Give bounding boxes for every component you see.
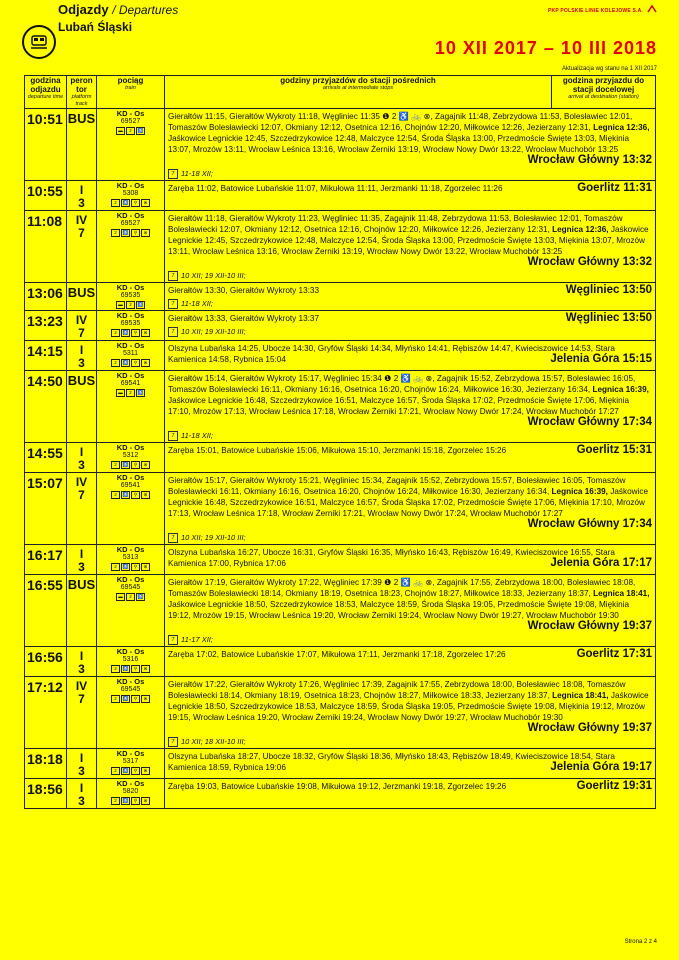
train-operator: KD - Os (116, 779, 145, 788)
stops-cell (165, 575, 656, 647)
calendar-icon: 7 (168, 737, 178, 747)
calendar-icon: 7 (168, 431, 178, 441)
bicycle-icon: ⚲ (131, 461, 140, 469)
no-icon: ⊗ (141, 199, 150, 207)
departure-time: 17:12 (25, 677, 67, 749)
platform-cell (67, 473, 97, 545)
train-number: 5308 (122, 190, 139, 197)
train-operator: KD - Os (116, 749, 145, 758)
departure-time: 16:55 (25, 575, 67, 647)
intermediate-stops: Olszyna Lubańska 14:25, Ubocze 14:30, Gryfów Śląski 14:34, Młyńsko 14:41, Rębiszów 14:47, Kwieciszowice 14:53, Stara Kamienica 14:58, Rybnica 15:04 (168, 344, 615, 364)
platform-cell (67, 211, 97, 283)
second-class-icon: 2 (111, 767, 120, 775)
bicycle-icon: ⚲ (131, 491, 140, 499)
platform: BUS (67, 111, 96, 126)
wheelchair-icon: ♿ (122, 798, 129, 803)
train-operator: KD - Os (116, 473, 145, 482)
platform: I (79, 547, 84, 561)
intermediate-stops: Gierałtów 13:33, Gierałtów Wykroty 13:37 (168, 314, 320, 323)
train-number: 69535 (120, 320, 141, 327)
destination: Jelenia Góra 19:17 (550, 761, 652, 773)
train-logo-icon (22, 25, 56, 59)
wheelchair-icon: ♿ (122, 492, 129, 497)
hub-stop: Legnica 12:36, (552, 225, 609, 234)
train-number: 5311 (122, 350, 139, 357)
platform: IV (75, 213, 88, 227)
bicycle-icon: ⚲ (131, 695, 140, 703)
no-icon: ⊗ (141, 461, 150, 469)
table-row (25, 677, 656, 749)
platform: IV (75, 475, 88, 489)
stops-cell (165, 473, 656, 545)
table-row (25, 311, 656, 341)
destination: Wrocław Główny 17:34 (527, 518, 652, 530)
train-cell (97, 371, 165, 443)
service-icons (97, 229, 164, 237)
departure-time: 14:15 (25, 341, 67, 371)
service-icons (97, 301, 164, 309)
stops-cell (165, 371, 656, 443)
train-operator: KD - Os (116, 371, 145, 380)
train-cell (97, 575, 165, 647)
bus-icon: ▬ (116, 127, 125, 135)
train-number: 5317 (122, 758, 139, 765)
no-icon: ⊗ (141, 665, 150, 673)
service-icons (97, 127, 164, 135)
train-cell (97, 647, 165, 677)
destination: Węgliniec 13:50 (565, 284, 652, 296)
table-row (25, 443, 656, 473)
brand-label: PKP POLSKIE LINIE KOLEJOWE S.A. (547, 8, 643, 14)
no-icon: ⊗ (141, 797, 150, 805)
table-row (25, 181, 656, 211)
note-text: 11-17 XII; (181, 635, 213, 644)
platform-cell (67, 749, 97, 779)
train-number: 5316 (122, 656, 139, 663)
platform-cell (67, 109, 97, 181)
second-class-icon: 2 (111, 797, 120, 805)
track: 7 (78, 692, 85, 706)
train-number: 69545 (120, 584, 141, 591)
intermediate-stops: Zaręba 11:02, Batowice Lubańskie 11:07, Mikułowa 11:11, Jerzmanki 11:18, Zgorzelec 11:26 (168, 184, 503, 193)
departure-time: 15:07 (25, 473, 67, 545)
second-class-icon: 2 (126, 301, 135, 309)
table-header-row (25, 76, 656, 109)
stops-cell (165, 283, 656, 311)
stops-cell (165, 341, 656, 371)
train-operator: KD - Os (116, 545, 145, 554)
page-header (0, 0, 679, 72)
wheelchair-icon: ♿ (122, 200, 129, 205)
second-class-icon: 2 (111, 665, 120, 673)
wheelchair-icon: ♿ (137, 128, 144, 133)
table-row (25, 371, 656, 443)
note-text: 10 XII; 19 XII-10 III; (181, 327, 246, 336)
wheelchair-icon: ♿ (137, 594, 144, 599)
train-operator: KD - Os (116, 181, 145, 190)
hub-stop: Legnica 16:39, (551, 487, 608, 496)
pkp-logo-icon (647, 4, 657, 14)
calendar-note (168, 532, 652, 543)
track: 3 (78, 764, 85, 778)
bus-icon: ▬ (116, 593, 125, 601)
platform-cell (67, 545, 97, 575)
train-cell (97, 473, 165, 545)
bus-icon: ▬ (116, 301, 125, 309)
wheelchair-icon: ♿ (137, 390, 144, 395)
departure-time: 10:51 (25, 109, 67, 181)
train-cell (97, 779, 165, 809)
service-icons (97, 767, 164, 775)
page-title (58, 2, 178, 17)
stops-cell (165, 779, 656, 809)
train-cell (97, 211, 165, 283)
train-operator: KD - Os (116, 311, 145, 320)
train-cell (97, 443, 165, 473)
table-row (25, 211, 656, 283)
train-number: 69541 (120, 380, 141, 387)
update-note: Aktualizacja wg stanu na 1 XII 2017 (561, 66, 657, 72)
stops-cell (165, 443, 656, 473)
second-class-icon: 2 (126, 389, 135, 397)
intermediate-stops: Olszyna Lubańska 18:27, Ubocze 18:32, Gryfów Śląski 18:36, Młyńsko 18:43, Rębiszów 18:49, Kwieciszowice 18:54, Stara Kamienica 18:59, Rybnica 19:06 (168, 752, 615, 772)
intermediate-stops-cont: Jaśkowice Legnickie 16:48, Szczedrzykowice 16:51, Malczyce 16:57, Środa Śląska 17:02, Przedmoście Święte 17:06, Miękinia 17:10, Mrozów 17:13, Wrocław Leśnica 17:18, Wrocław Żerniki 17:21, Wrocław Nowy Dwór 17:24, Wrocław Muchobór 17:27 (168, 396, 630, 416)
bicycle-icon: ⚲ (131, 767, 140, 775)
wheelchair-icon: ♿ (122, 462, 129, 467)
col-train-header: pociąg train (97, 76, 165, 109)
bicycle-icon: ⚲ (131, 199, 140, 207)
intermediate-stops-cont: Jaśkowice Legnickie 18:50, Szczedrzykowice 18:53, Malczyce 18:59, Środa Śląska 19:05, Przedmoście Święte 19:08, Miękinia 19:12, Mrozów 19:15, Wrocław Leśnica 19:20, Wrocław Żerniki 19:24, Wrocław Nowy Dwór 19:27, Wrocław Muchobór 19:30 (168, 600, 630, 620)
destination: Węgliniec 13:50 (565, 312, 652, 324)
platform: BUS (67, 373, 96, 388)
intermediate-stops: Gierałtów 11:15, Gierałtów Wykroty 11:18, Węgliniec 11:35 ❶ 2 ♿ 🚲 ⊗, Zagajnik 11:48, Zebrzydowa 11:53, Bolesławiec 12:01, Tomaszów Bolesławiecki 12:07, Okmiany 12:12, Osetnica 12:16, Chojnów 12:20, Miłkowice 12:26, Jezierzany 12:31, (168, 112, 633, 132)
destination: Goerlitz 15:31 (576, 444, 652, 456)
wheelchair-icon: ♿ (122, 666, 129, 671)
train-cell (97, 181, 165, 211)
departure-time: 14:55 (25, 443, 67, 473)
track: 3 (78, 560, 85, 574)
train-cell (97, 283, 165, 311)
no-icon: ⊗ (141, 229, 150, 237)
train-operator: KD - Os (116, 341, 145, 350)
calendar-icon: 7 (168, 169, 178, 179)
intermediate-stops-cont: Jaśkowice Legnickie 12:45, Szczedrzykowice 12:48, Malczyce 12:54, Środa Śląska 13:00, Przedmoście Święte 13:03, Miękinia 13:07, Mrozów 13:11, Wrocław Leśnica 13:16, Wrocław Żerniki 13:19, Wrocław Nowy Dwór 13:22, Wrocław Muchobór 13:25 (168, 134, 630, 154)
stops-cell (165, 311, 656, 341)
train-number: 69541 (120, 482, 141, 489)
station-name: Lubań Śląski (58, 20, 133, 34)
col-destination-header: godzina przyjazdu do stacji docelowej arrival at destination (station) (552, 76, 656, 109)
platform-cell (67, 647, 97, 677)
second-class-icon: 2 (111, 491, 120, 499)
table-row (25, 473, 656, 545)
destination: Wrocław Główny 13:32 (527, 256, 652, 268)
second-class-icon: 2 (111, 563, 120, 571)
table-row (25, 545, 656, 575)
bicycle-icon: ⚲ (131, 329, 140, 337)
stops-cell (165, 677, 656, 749)
platform-cell (67, 311, 97, 341)
platform: I (79, 781, 84, 795)
train-operator: KD - Os (116, 443, 145, 452)
second-class-icon: 2 (111, 199, 120, 207)
col-stops-header: godziny przyjazdów do stacji pośrednich arrivals at intermediate stops (165, 76, 552, 109)
title-polish: Odjazdy (58, 2, 109, 17)
bicycle-icon: ⚲ (131, 359, 140, 367)
wheelchair-icon: ♿ (122, 360, 129, 365)
intermediate-stops: Gierałtów 13:30, Gierałtów Wykroty 13:33 (168, 286, 320, 295)
departure-time: 18:18 (25, 749, 67, 779)
destination: Goerlitz 11:31 (577, 182, 652, 194)
platform-cell (67, 575, 97, 647)
second-class-icon: 2 (126, 593, 135, 601)
service-icons (97, 359, 164, 367)
title-english: / Departures (112, 3, 179, 17)
no-icon: ⊗ (141, 491, 150, 499)
second-class-icon: 2 (111, 461, 120, 469)
platform: BUS (67, 285, 96, 300)
platform-cell (67, 677, 97, 749)
platform-cell (67, 341, 97, 371)
departure-time: 13:06 (25, 283, 67, 311)
train-cell (97, 109, 165, 181)
train-operator: KD - Os (116, 647, 145, 656)
bicycle-icon: ⚲ (131, 229, 140, 237)
platform-cell (67, 283, 97, 311)
train-cell (97, 749, 165, 779)
train-number: 69527 (120, 220, 141, 227)
track: 7 (78, 326, 85, 340)
platform: I (79, 183, 84, 197)
table-row (25, 109, 656, 181)
platform-cell (67, 779, 97, 809)
train-operator: KD - Os (116, 211, 145, 220)
departure-time: 10:55 (25, 181, 67, 211)
bicycle-icon: ⚲ (131, 797, 140, 805)
hub-stop: Legnica 16:39, (592, 385, 649, 394)
bicycle-icon: ⚲ (131, 563, 140, 571)
calendar-note (168, 736, 652, 747)
service-icons (97, 695, 164, 703)
destination: Goerlitz 17:31 (576, 648, 652, 660)
train-operator: KD - Os (116, 109, 145, 118)
service-icons (97, 797, 164, 805)
track: 3 (78, 794, 85, 808)
table-row (25, 779, 656, 809)
intermediate-stops: Gierałtów 15:14, Gierałtów Wykroty 15:17, Węgliniec 15:34 ❶ 2 ♿ 🚲 ⊗, Zagajnik 15:52, Zebrzydowa 15:57, Bolesławiec 16:05, Tomaszów Bolesławiecki 16:11, Okmiany 16:16, Osetnica 16:20, Chojnów 16:24, Miłkowice 16:30, Jezierzany 16:34, (168, 374, 636, 394)
destination: Jelenia Góra 15:15 (550, 353, 652, 365)
table-row (25, 749, 656, 779)
note-text: 10 XII; 19 XII-10 III; (181, 271, 246, 280)
no-icon: ⊗ (141, 563, 150, 571)
no-icon: ⊗ (141, 329, 150, 337)
platform: I (79, 751, 84, 765)
train-operator: KD - Os (116, 283, 145, 292)
stops-cell (165, 749, 656, 779)
track: 7 (78, 226, 85, 240)
validity-period: 10 XII 2017 – 10 III 2018 (434, 38, 657, 58)
train-cell (97, 677, 165, 749)
calendar-icon: 7 (168, 533, 178, 543)
table-row (25, 575, 656, 647)
intermediate-stops-cont: Jaśkowice Legnickie 16:48, Szczedrzykowice 16:51, Malczyce 16:57, Środa Śląska 17:02, Przedmoście Święte 17:06, Miękinia 17:10, Mrozów 17:13, Wrocław Leśnica 17:18, Wrocław Żerniki 17:21, Wrocław Nowy Dwór 17:24, Wrocław Muchobór 17:27 (168, 487, 649, 518)
intermediate-stops: Zaręba 19:03, Batowice Lubańskie 19:08, Mikułowa 19:12, Jerzmanki 19:18, Zgorzelec 19:26 (168, 782, 507, 791)
train-operator: KD - Os (116, 575, 145, 584)
second-class-icon: 2 (111, 695, 120, 703)
track: 7 (78, 488, 85, 502)
calendar-note (168, 298, 652, 309)
platform: BUS (67, 577, 96, 592)
platform: I (79, 445, 84, 459)
departure-time: 14:50 (25, 371, 67, 443)
platform: I (79, 649, 84, 663)
stops-cell (165, 181, 656, 211)
platform: IV (75, 313, 88, 327)
train-number: 69545 (120, 686, 141, 693)
departure-time: 18:56 (25, 779, 67, 809)
calendar-note (168, 634, 652, 645)
destination: Jelenia Góra 17:17 (550, 557, 652, 569)
destination: Goerlitz 19:31 (576, 780, 652, 792)
calendar-icon: 7 (168, 271, 178, 281)
train-number: 69527 (120, 118, 141, 125)
note-text: 11-18 XII; (181, 299, 213, 308)
track: 3 (78, 458, 85, 472)
service-icons (97, 491, 164, 499)
intermediate-stops: Gierałtów 17:19, Gierałtów Wykroty 17:22, Węgliniec 17:39 ❶ 2 ♿ 🚲 ⊗, Zagajnik 17:55, Zebrzydowa 18:00, Bolesławiec 18:08, Tomaszów Bolesławiecki 18:14, Okmiany 18:19, Osetnica 18:23, Chojnów 18:27, Miłkowice 18:33, Jezierzany 18:37, (168, 578, 636, 598)
calendar-icon: 7 (168, 635, 178, 645)
wheelchair-icon: ♿ (137, 302, 144, 307)
table-row (25, 283, 656, 311)
platform: IV (75, 679, 88, 693)
service-icons (97, 389, 164, 397)
stops-cell (165, 647, 656, 677)
track: 3 (78, 196, 85, 210)
track: 3 (78, 356, 85, 370)
no-icon: ⊗ (141, 359, 150, 367)
note-text: 10 XII; 19 XII-10 III; (181, 533, 246, 542)
train-number: 5312 (122, 452, 139, 459)
stops-cell (165, 545, 656, 575)
hub-stop: Legnica 12:36, (593, 123, 650, 132)
service-icons (97, 329, 164, 337)
second-class-icon: 2 (126, 127, 135, 135)
stops-cell (165, 109, 656, 181)
intermediate-stops: Zaręba 15:01, Batowice Lubańskie 15:06, Mikułowa 15:10, Jerzmanki 15:18, Zgorzelec 15:26 (168, 446, 507, 455)
departure-time: 16:56 (25, 647, 67, 677)
train-number: 5313 (122, 554, 139, 561)
train-cell (97, 311, 165, 341)
calendar-note (168, 430, 652, 441)
departures-table (24, 75, 656, 809)
col-platform-header: peron tor platform track (67, 76, 97, 109)
wheelchair-icon: ♿ (122, 330, 129, 335)
train-cell (97, 545, 165, 575)
col-time-header: godzina odjazdu departure time (25, 76, 67, 109)
table-row (25, 341, 656, 371)
second-class-icon: 2 (111, 359, 120, 367)
no-icon: ⊗ (141, 767, 150, 775)
departure-time: 13:23 (25, 311, 67, 341)
calendar-note (168, 326, 652, 337)
hub-stop: Legnica 18:41, (593, 589, 650, 598)
note-text: 10 XII; 18 XII-10 III; (181, 737, 246, 746)
table-row (25, 647, 656, 677)
second-class-icon: 2 (111, 329, 120, 337)
no-icon: ⊗ (141, 695, 150, 703)
intermediate-stops-cont: Jaśkowice Legnickie 18:50, Szczedrzykowice 18:53, Malczyce 18:59, Środa Śląska 19:05, Przedmoście Święte 19:08, Miękinia 19:12, Mrozów 19:15, Wrocław Leśnica 19:20, Wrocław Żerniki 19:24, Wrocław Nowy Dwór 19:27, Wrocław Muchobór 19:30 (168, 691, 649, 722)
service-icons (97, 199, 164, 207)
train-operator: KD - Os (116, 677, 145, 686)
calendar-icon: 7 (168, 327, 178, 337)
platform: I (79, 343, 84, 357)
intermediate-stops: Gierałtów 17:22, Gierałtów Wykroty 17:26, Węgliniec 17:39, Zagajnik 17:55, Zebrzydowa 18:00, Bolesławiec 18:08, Tomaszów Bolesławiecki 18:14, Okmiany 18:19, Osetnica 18:23, Chojnów 18:27, Miłkowice 18:33, Jezierzany 18:37, (168, 680, 626, 700)
service-icons (97, 665, 164, 673)
note-text: 11-18 XII; (181, 169, 213, 178)
intermediate-stops: Zaręba 17:02, Batowice Lubańskie 17:07, Mikułowa 17:11, Jerzmanki 17:18, Zgorzelec 17:26 (168, 650, 506, 659)
second-class-icon: 2 (111, 229, 120, 237)
intermediate-stops: Gierałtów 11:18, Gierałtów Wykroty 11:23, Węgliniec 11:35, Zagajnik 11:48, Zebrzydowa 11:53, Bolesławiec 12:01, Tomaszów Bolesławiecki 12:07, Okmiany 12:12, Osetnica 12:16, Chojnów 12:20, Miłkowice 12:26, Jezierzany 12:31, (168, 214, 623, 234)
train-cell (97, 341, 165, 371)
service-icons (97, 593, 164, 601)
platform-cell (67, 181, 97, 211)
destination: Wrocław Główny 13:32 (527, 154, 652, 166)
page-number: Strona 2 z 4 (624, 939, 657, 945)
bicycle-icon: ⚲ (131, 665, 140, 673)
bus-icon: ▬ (116, 389, 125, 397)
intermediate-stops: Olszyna Lubańska 16:27, Ubocze 16:31, Gryfów Śląski 16:35, Młyńsko 16:43, Rębiszów 16:49, Kwieciszowice 16:55, Stara Kamienica 17:00, Rybnica 17:06 (168, 548, 615, 568)
destination: Wrocław Główny 17:34 (527, 416, 652, 428)
destination: Wrocław Główny 19:37 (527, 620, 652, 632)
service-icons (97, 461, 164, 469)
hub-stop: Legnica 18:41, (552, 691, 609, 700)
destination: Wrocław Główny 19:37 (527, 722, 652, 734)
note-text: 11-18 XII; (181, 431, 213, 440)
platform-cell (67, 371, 97, 443)
departure-time: 11:08 (25, 211, 67, 283)
calendar-note (168, 270, 652, 281)
service-icons (97, 563, 164, 571)
wheelchair-icon: ♿ (122, 230, 129, 235)
wheelchair-icon: ♿ (122, 564, 129, 569)
calendar-note (168, 168, 652, 179)
departure-time: 16:17 (25, 545, 67, 575)
train-number: 5820 (122, 788, 139, 795)
track: 3 (78, 662, 85, 676)
wheelchair-icon: ♿ (122, 768, 129, 773)
intermediate-stops: Gierałtów 15:17, Gierałtów Wykroty 15:21, Węgliniec 15:34, Zagajnik 15:52, Zebrzydowa 15:57, Bolesławiec 16:05, Tomaszów Bolesławiecki 16:11, Okmiany 16:16, Osetnica 16:20, Chojnów 16:24, Miłkowice 16:30, Jezierzany 16:34, (168, 476, 626, 496)
stops-cell (165, 211, 656, 283)
calendar-icon: 7 (168, 299, 178, 309)
intermediate-stops-cont: Jaśkowice Legnickie 12:45, Szczedrzykowice 12:48, Malczyce 12:54, Środa Śląska 13:00, Przedmoście Święte 13:03, Miękinia 13:07, Mrozów 13:11, Wrocław Leśnica 13:16, Wrocław Żerniki 13:19, Wrocław Nowy Dwór 13:22, Wrocław Muchobór 13:25 (168, 225, 649, 256)
train-number: 69535 (120, 292, 141, 299)
wheelchair-icon: ♿ (122, 696, 129, 701)
platform-cell (67, 443, 97, 473)
